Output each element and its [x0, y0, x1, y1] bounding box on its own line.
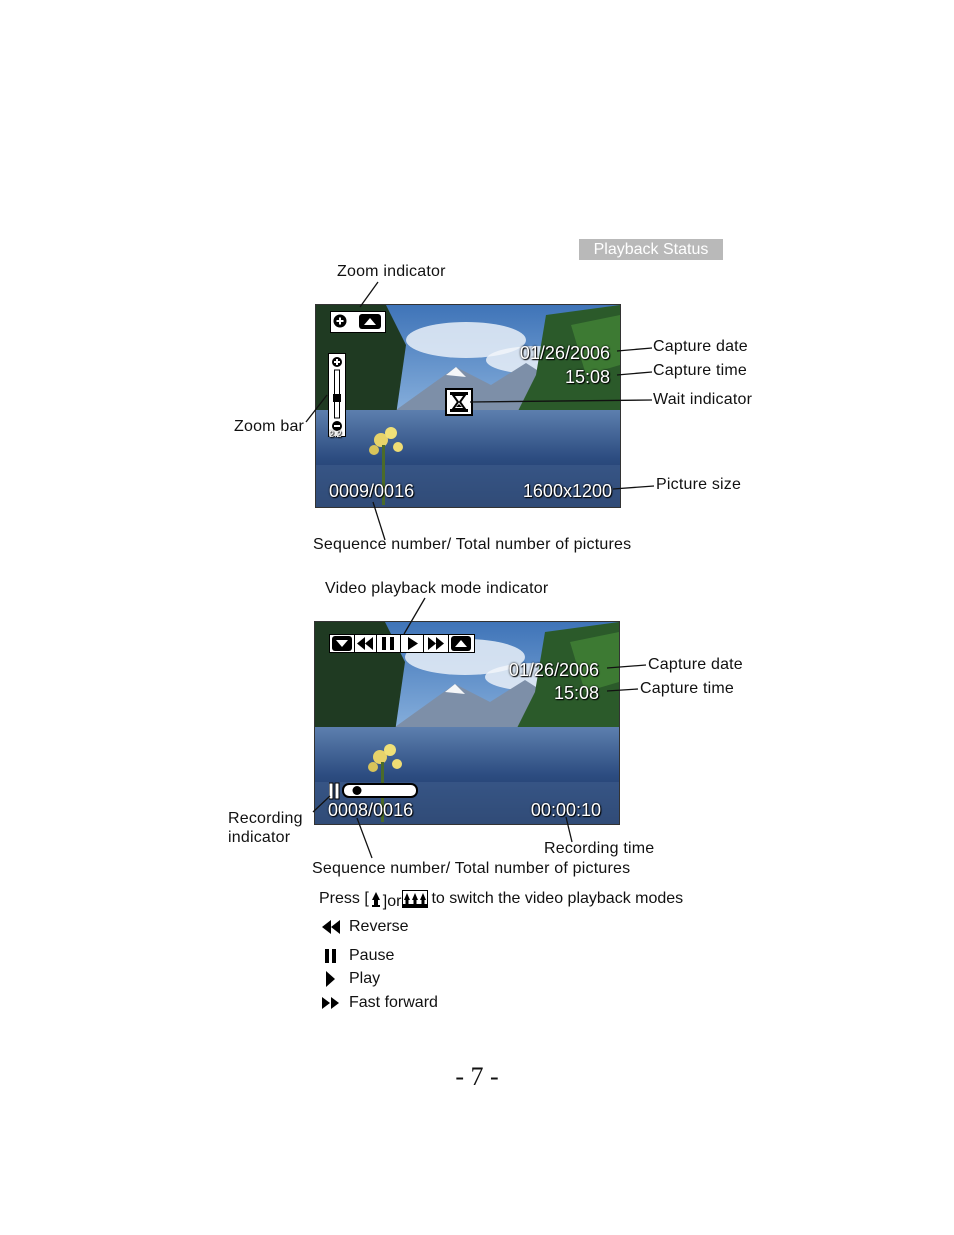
reverse-icon — [321, 919, 343, 935]
video-sequence-label: Sequence number/ Total number of pictures — [312, 860, 631, 877]
sequence-number: 0009/0016 — [329, 481, 415, 501]
legend-pause — [321, 946, 394, 966]
wait-indicator-label: Wait indicator — [653, 391, 753, 408]
leader-capture-date — [617, 348, 652, 351]
legend-pause-label: Pause — [349, 947, 395, 964]
down-arrow-icon — [332, 636, 352, 651]
pause-icon — [382, 637, 394, 650]
play-icon — [408, 637, 418, 650]
play-icon — [321, 970, 343, 988]
fast-forward-icon — [321, 995, 343, 1011]
wide-button-icon — [402, 890, 428, 908]
fast-forward-icon — [428, 637, 444, 650]
leader-capture-time — [617, 372, 652, 375]
legend-play-label: Play — [349, 970, 381, 987]
recording-time: 00:00:10 — [530, 800, 601, 820]
zoom-bar-label: Zoom bar — [234, 418, 305, 435]
video-mode-indicator-label: Video playback mode indicator — [325, 580, 549, 597]
capture-date: 01/26/2006 — [519, 343, 610, 363]
recording-indicator — [329, 782, 419, 800]
or-text: ]or — [382, 893, 402, 910]
recording-indicator-label-1: Recording — [228, 810, 303, 827]
picture-size-label: Picture size — [656, 476, 742, 493]
instruction-line — [319, 890, 683, 908]
zoom-indicator-label: Zoom indicator — [337, 263, 446, 280]
up-arrow-icon — [451, 636, 471, 651]
legend-play — [321, 969, 380, 989]
capture-time: 15:08 — [564, 367, 610, 387]
zoom-indicator — [330, 311, 386, 333]
pause-icon — [321, 948, 343, 964]
recording-indicator-label-2: indicator — [228, 829, 291, 846]
page-number: - 7 - — [455, 1062, 499, 1091]
video-playback-screen — [314, 621, 620, 825]
zoom-level: 2.2 — [329, 429, 342, 439]
capture-date-label: Capture date — [653, 338, 748, 355]
tele-button-icon — [370, 890, 382, 908]
video-sequence-number: 0008/0016 — [328, 800, 414, 820]
video-capture-time: 15:08 — [553, 683, 599, 703]
video-mode-indicator — [329, 634, 475, 653]
hourglass-icon — [445, 388, 473, 416]
photo-playback-screen — [315, 304, 621, 508]
sequence-label: Sequence number/ Total number of pictures — [313, 536, 632, 553]
section-tag: Playback Status — [579, 239, 723, 260]
legend-reverse-label: Reverse — [349, 918, 409, 935]
zoom-bar — [328, 353, 346, 437]
video-capture-date: 01/26/2006 — [508, 660, 599, 680]
picture-size: 1600x1200 — [522, 481, 612, 501]
legend-fast-forward — [321, 993, 438, 1013]
video-capture-date-label: Capture date — [648, 656, 743, 673]
recording-time-label: Recording time — [544, 840, 655, 857]
press-text: Press [ — [319, 890, 369, 907]
instruction-suffix: to switch the video playback modes — [431, 890, 684, 907]
capture-time-label: Capture time — [653, 362, 747, 379]
legend-reverse — [321, 917, 409, 937]
legend-fast-forward-label: Fast forward — [349, 994, 438, 1011]
reverse-icon — [357, 637, 373, 650]
video-capture-time-label: Capture time — [640, 680, 734, 697]
